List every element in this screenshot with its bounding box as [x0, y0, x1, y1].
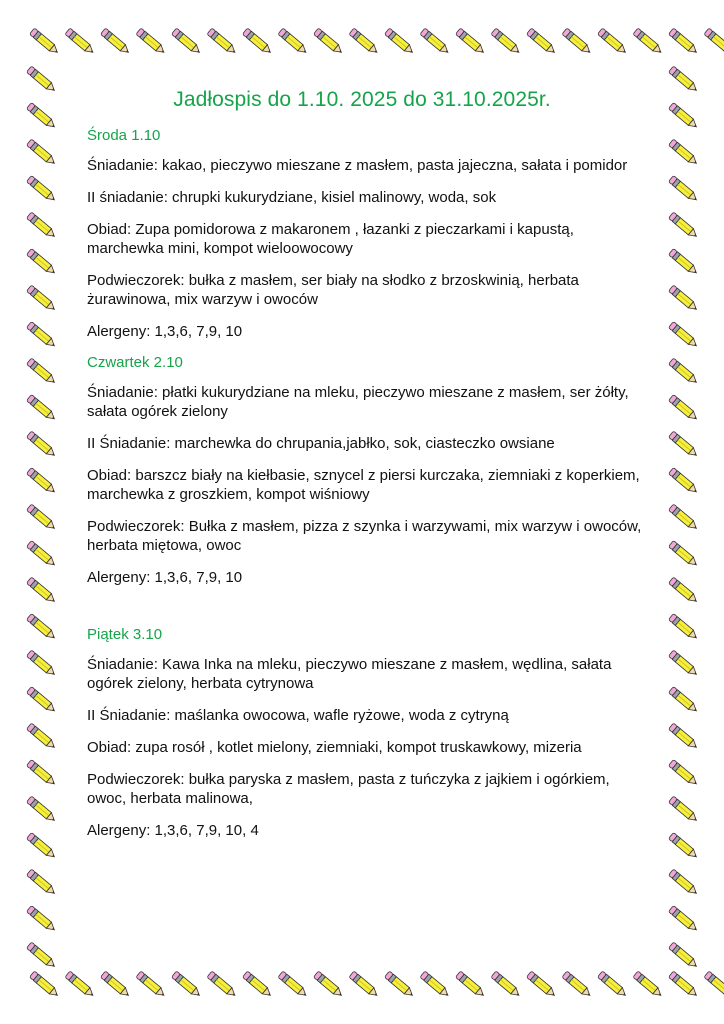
meal-line: II Śniadanie: marchewka do chrupania,jabłko, sok, ciasteczko owsiane — [87, 435, 555, 452]
pencil-icon — [384, 971, 415, 999]
meal-line: Obiad: zupa rosół , kotlet mielony, ziemniaki, kompot truskawkowy, mizeria — [87, 739, 582, 756]
pencil-icon — [668, 614, 699, 642]
pencil-icon — [668, 28, 699, 56]
pencil-icon — [65, 28, 96, 56]
menu-content — [87, 124, 647, 840]
pencil-icon — [171, 28, 202, 56]
pencil-icon — [349, 971, 380, 999]
meal-line: Obiad: Zupa pomidorowa z makaronem , łazanki z pieczarkami i kapustą, marchewka mini, kompot wieloowocowy — [87, 221, 574, 257]
pencil-icon — [668, 541, 699, 569]
pencil-icon — [562, 28, 593, 56]
pencil-icon — [597, 971, 628, 999]
pencil-icon — [668, 650, 699, 678]
day-section-thursday — [87, 353, 647, 587]
day-title: Środa 1.10 — [87, 127, 161, 144]
pencil-icon — [704, 28, 724, 56]
pencil-icon — [633, 28, 664, 56]
pencil-icon — [26, 212, 57, 240]
pencil-icon — [526, 971, 557, 999]
day-section-friday — [87, 625, 647, 840]
pencil-icon — [455, 971, 486, 999]
pencil-icon — [633, 971, 664, 999]
pencil-icon — [420, 971, 451, 999]
pencil-icon — [26, 285, 57, 313]
meal-line: Podwieczorek: bułka z masłem, ser biały na słodko z brzoskwinią, herbata żurawinowa, mix warzyw i owoców — [87, 272, 579, 308]
pencil-icon — [171, 971, 202, 999]
pencil-icon — [100, 28, 131, 56]
pencil-icon — [668, 869, 699, 897]
meal-line: Śniadanie: płatki kukurydziane na mleku, pieczywo mieszane z masłem, ser żółty, sałata ogórek zielony — [87, 384, 629, 420]
pencil-icon — [668, 577, 699, 605]
pencil-icon — [668, 212, 699, 240]
pencil-icon — [668, 687, 699, 715]
pencil-icon — [26, 431, 57, 459]
pencil-icon — [242, 28, 273, 56]
meal-line: Obiad: barszcz biały na kiełbasie, sznycel z piersi kurczaka, ziemniaki z koperkiem, marchewka z groszkiem, kompot wiśniowy — [87, 467, 640, 503]
pencil-icon — [26, 687, 57, 715]
pencil-icon — [313, 971, 344, 999]
pencil-icon — [100, 971, 131, 999]
pencil-icon — [668, 176, 699, 204]
pencil-icon — [455, 28, 486, 56]
pencil-icon — [26, 504, 57, 532]
pencil-icon — [26, 577, 57, 605]
day-title: Czwartek 2.10 — [87, 354, 183, 371]
pencil-icon — [29, 971, 60, 999]
pencil-icon — [26, 249, 57, 277]
day-section-wednesday — [87, 126, 647, 341]
pencil-icon — [26, 139, 57, 167]
pencil-icon — [207, 28, 238, 56]
menu-title: Jadłospis do 1.10. 2025 do 31.10.2025r. — [173, 88, 551, 111]
pencil-icon — [26, 358, 57, 386]
pencil-icon — [349, 28, 380, 56]
allergens-line: Alergeny: 1,3,6, 7,9, 10, 4 — [87, 822, 259, 839]
pencil-icon — [668, 760, 699, 788]
pencil-icon — [136, 971, 167, 999]
pencil-icon — [26, 468, 57, 496]
pencil-icon — [207, 971, 238, 999]
pencil-icon — [26, 796, 57, 824]
pencil-icon — [668, 504, 699, 532]
meal-line: Podwieczorek: bułka paryska z masłem, pasta z tuńczyka z jajkiem i ogórkiem, owoc, herbata malinowa, — [87, 771, 610, 807]
pencil-icon — [526, 28, 557, 56]
pencil-icon — [491, 971, 522, 999]
pencil-icon — [668, 468, 699, 496]
pencil-icon — [491, 28, 522, 56]
pencil-icon — [668, 285, 699, 313]
pencil-icon — [668, 906, 699, 934]
pencil-icon — [668, 971, 699, 999]
pencil-icon — [668, 796, 699, 824]
pencil-icon — [384, 28, 415, 56]
meal-line: II śniadanie: chrupki kukurydziane, kisiel malinowy, woda, sok — [87, 189, 497, 206]
pencil-icon — [26, 906, 57, 934]
pencil-icon — [136, 28, 167, 56]
pencil-icon — [420, 28, 451, 56]
pencil-icon — [26, 176, 57, 204]
meal-line: II Śniadanie: maślanka owocowa, wafle ryżowe, woda z cytryną — [87, 707, 509, 724]
pencil-icon — [562, 971, 593, 999]
pencil-icon — [26, 869, 57, 897]
pencil-icon — [597, 28, 628, 56]
pencil-icon — [668, 358, 699, 386]
pencil-icon — [26, 942, 57, 970]
pencil-icon — [668, 395, 699, 423]
pencil-icon — [26, 650, 57, 678]
pencil-icon — [313, 28, 344, 56]
pencil-icon — [65, 971, 96, 999]
pencil-icon — [278, 28, 309, 56]
pencil-icon — [29, 28, 60, 56]
pencil-icon — [278, 971, 309, 999]
pencil-icon — [668, 723, 699, 751]
pencil-icon — [704, 971, 724, 999]
pencil-icon — [26, 322, 57, 350]
pencil-icon — [26, 614, 57, 642]
pencil-icon — [26, 395, 57, 423]
pencil-icon — [26, 760, 57, 788]
meal-line: Podwieczorek: Bułka z masłem, pizza z szynka i warzywami, mix warzyw i owoców, herbata miętowa, owoc — [87, 518, 642, 554]
day-title: Piątek 3.10 — [87, 626, 163, 643]
allergens-line: Alergeny: 1,3,6, 7,9, 10 — [87, 569, 243, 586]
pencil-icon — [242, 971, 273, 999]
pencil-icon — [668, 942, 699, 970]
allergens-line: Alergeny: 1,3,6, 7,9, 10 — [87, 323, 243, 340]
pencil-icon — [26, 833, 57, 861]
pencil-icon — [668, 249, 699, 277]
pencil-icon — [668, 139, 699, 167]
pencil-icon — [668, 431, 699, 459]
meal-line: Śniadanie: kakao, pieczywo mieszane z masłem, pasta jajeczna, sałata i pomidor — [87, 157, 628, 174]
pencil-icon — [26, 541, 57, 569]
meal-line: Śniadanie: Kawa Inka na mleku, pieczywo mieszane z masłem, wędlina, sałata ogórek zielony, herbata cytrynowa — [87, 656, 612, 692]
pencil-icon — [668, 322, 699, 350]
pencil-icon — [26, 723, 57, 751]
pencil-icon — [668, 833, 699, 861]
